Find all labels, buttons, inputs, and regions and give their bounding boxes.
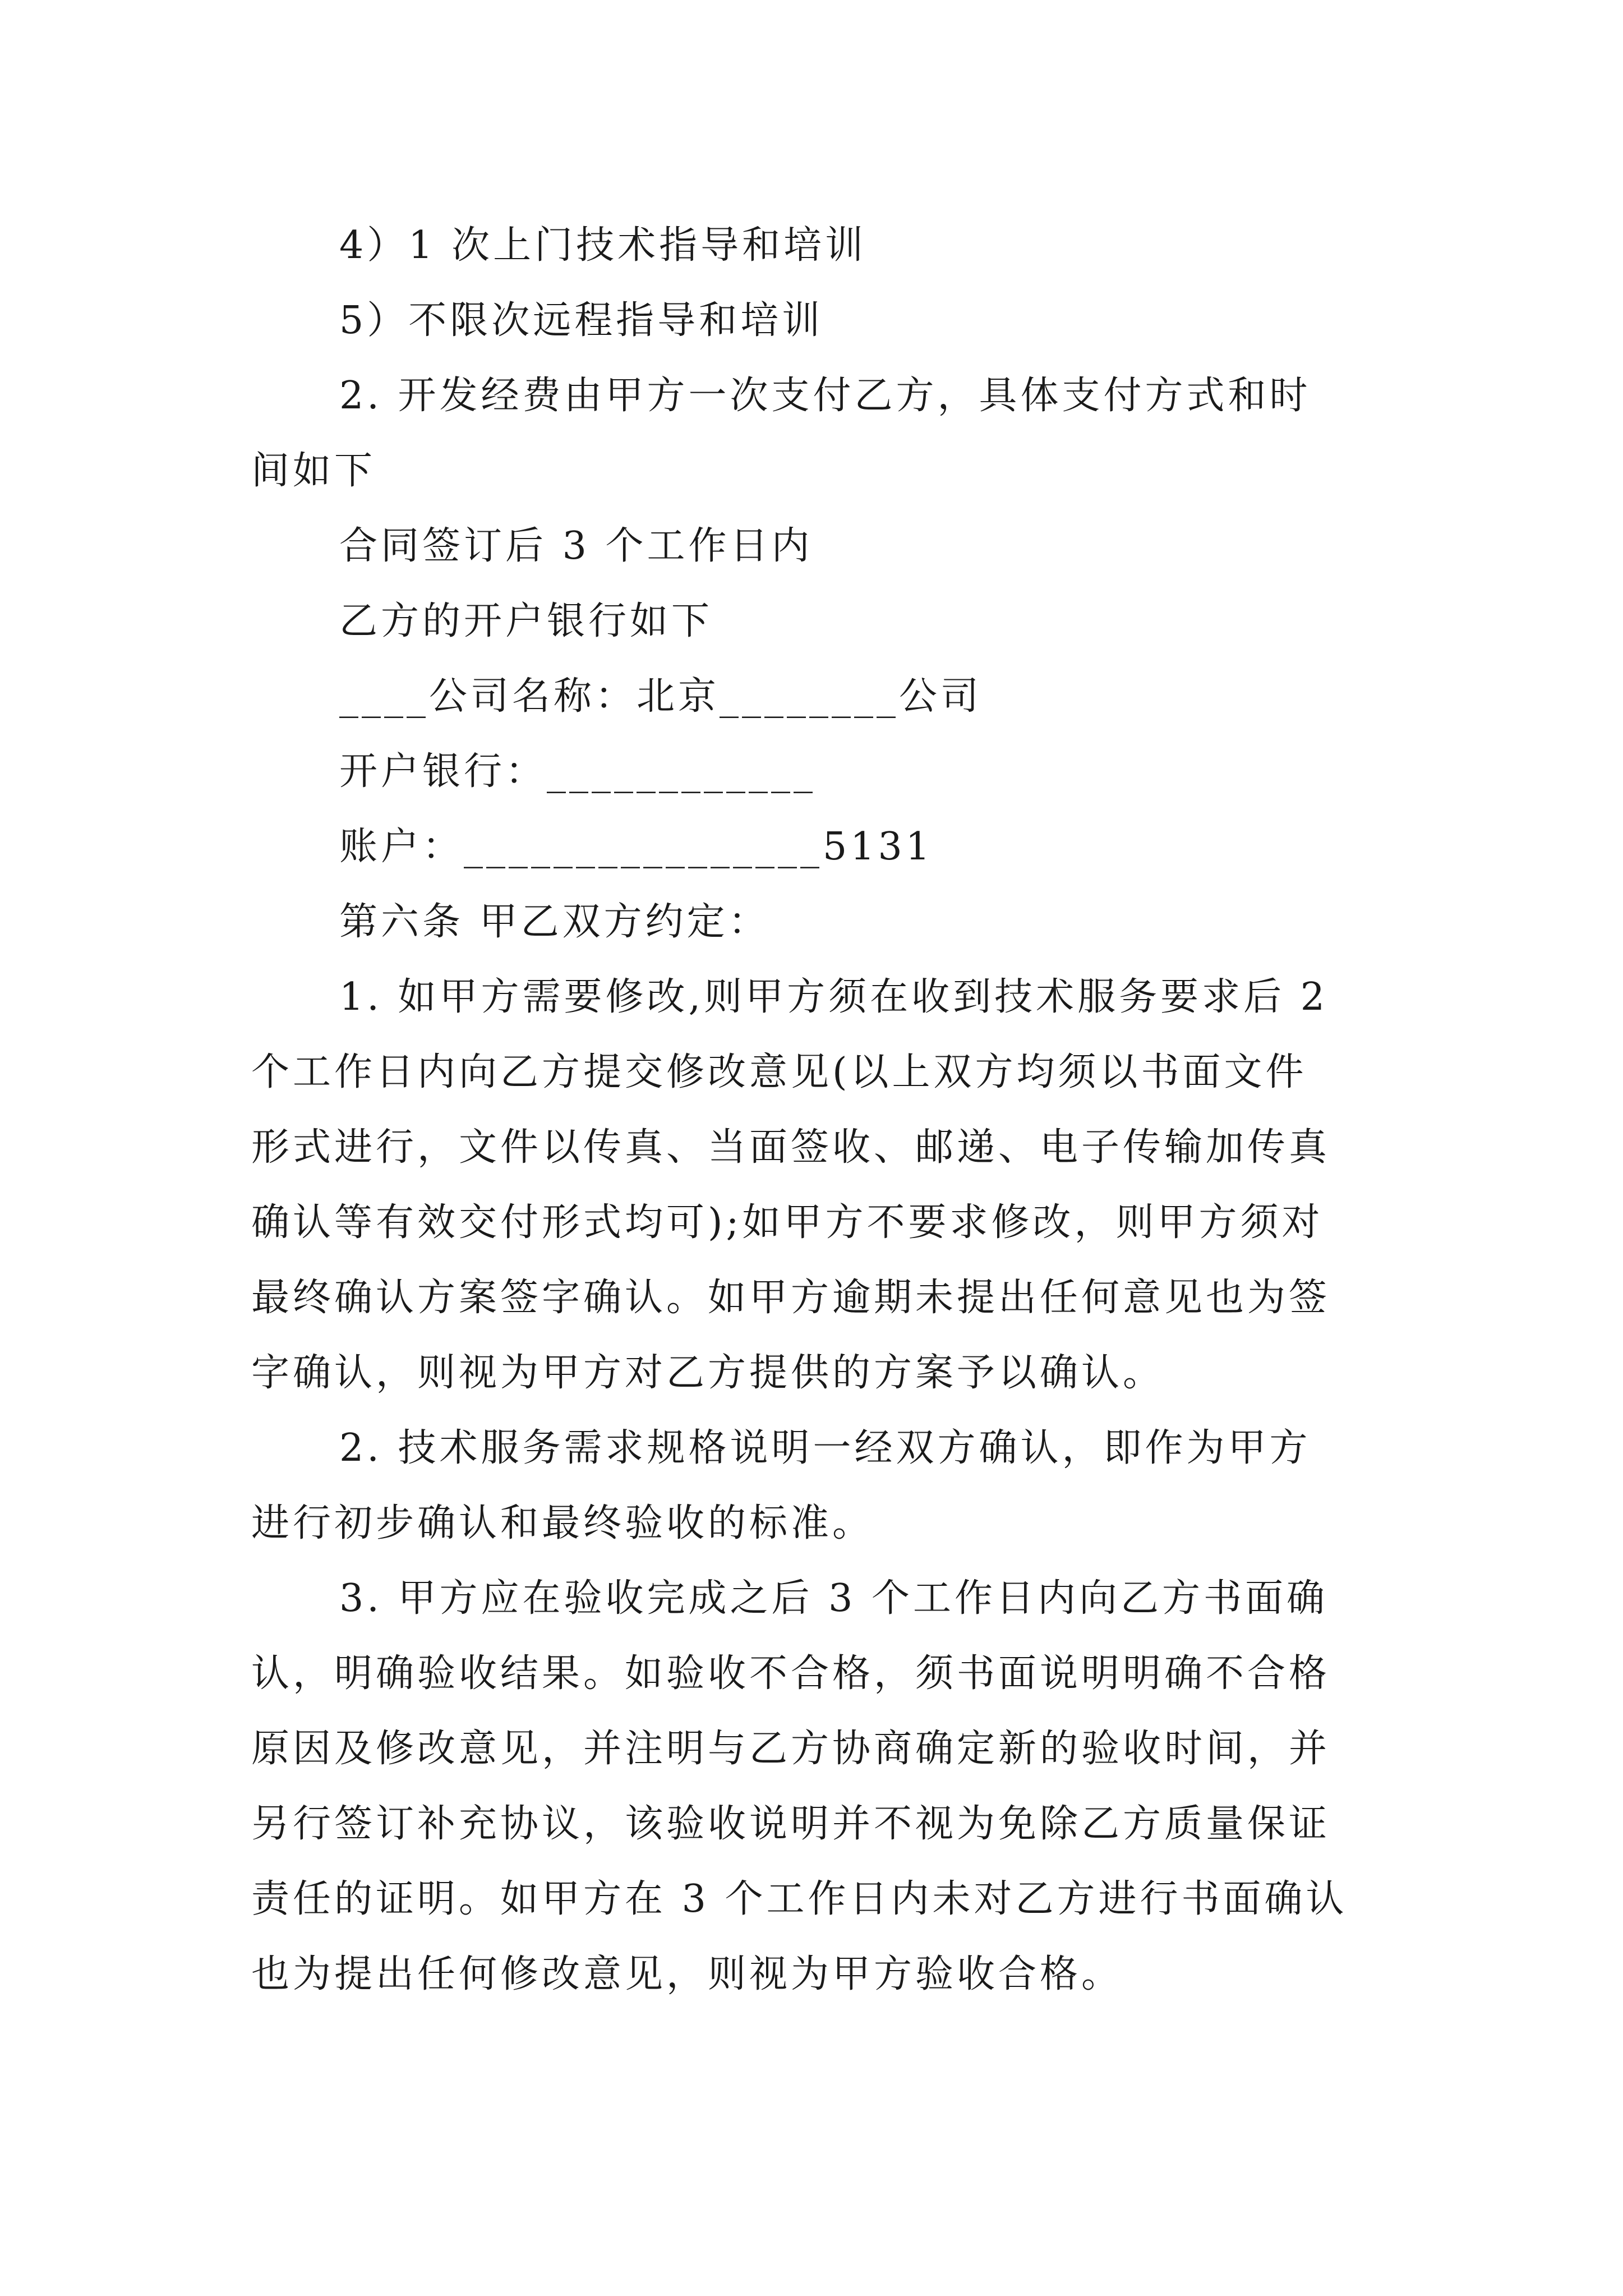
text-line: 3. 甲方应在验收完成之后 3 个工作日内向乙方书面确 (339, 1576, 1328, 1621)
text-line: 4）1 次上门技术指导和培训 (339, 223, 867, 268)
text-line: 责任的证明。如甲方在 3 个工作日内未对乙方进行书面确认 (251, 1877, 1348, 1921)
text-line: 1. 如甲方需要修改,则甲方须在收到技术服务要求后 2 (339, 975, 1328, 1019)
text-line: 乙方的开户银行如下 (339, 599, 713, 643)
text-line: 合同签订后 3 个工作日内 (339, 524, 813, 568)
text-line: 个工作日内向乙方提交修改意见(以上双方均须以书面文件 (251, 1050, 1307, 1094)
text-line: ____公司名称：北京________公司 (339, 674, 983, 719)
text-line: 2. 技术服务需求规格说明一经双方确认，即作为甲方 (339, 1426, 1311, 1470)
text-line: 确认等有效交付形式均可);如甲方不要求修改，则甲方须对 (251, 1200, 1324, 1245)
text-line: 5）不限次远程指导和培训 (339, 298, 824, 343)
text-line: 最终确认方案签字确认。如甲方逾期未提出任何意见也为签 (251, 1276, 1331, 1320)
section-heading: 第六条 甲乙双方约定： (339, 900, 770, 944)
text-line: 进行初步确认和最终验收的标准。 (251, 1501, 874, 1545)
text-line: 另行签订补充协议，该验收说明并不视为免除乙方质量保证 (251, 1802, 1331, 1846)
text-line: 间如下 (251, 449, 376, 493)
text-line: 原因及修改意见，并注明与乙方协商确定新的验收时间，并 (251, 1727, 1331, 1771)
text-line: 认，明确验收结果。如验收不合格，须书面说明明确不合格 (251, 1651, 1331, 1696)
text-line: 账户：________________5131 (339, 825, 934, 869)
text-line: 形式进行，文件以传真、当面签收、邮递、电子传输加传真 (251, 1125, 1331, 1170)
text-line: 字确认，则视为甲方对乙方提供的方案予以确认。 (251, 1351, 1165, 1395)
text-line: 2. 开发经费由甲方一次支付乙方，具体支付方式和时 (339, 374, 1311, 418)
text-line: 开户银行：____________ (339, 749, 817, 794)
text-line: 也为提出任何修改意见，则视为甲方验收合格。 (251, 1952, 1123, 1996)
